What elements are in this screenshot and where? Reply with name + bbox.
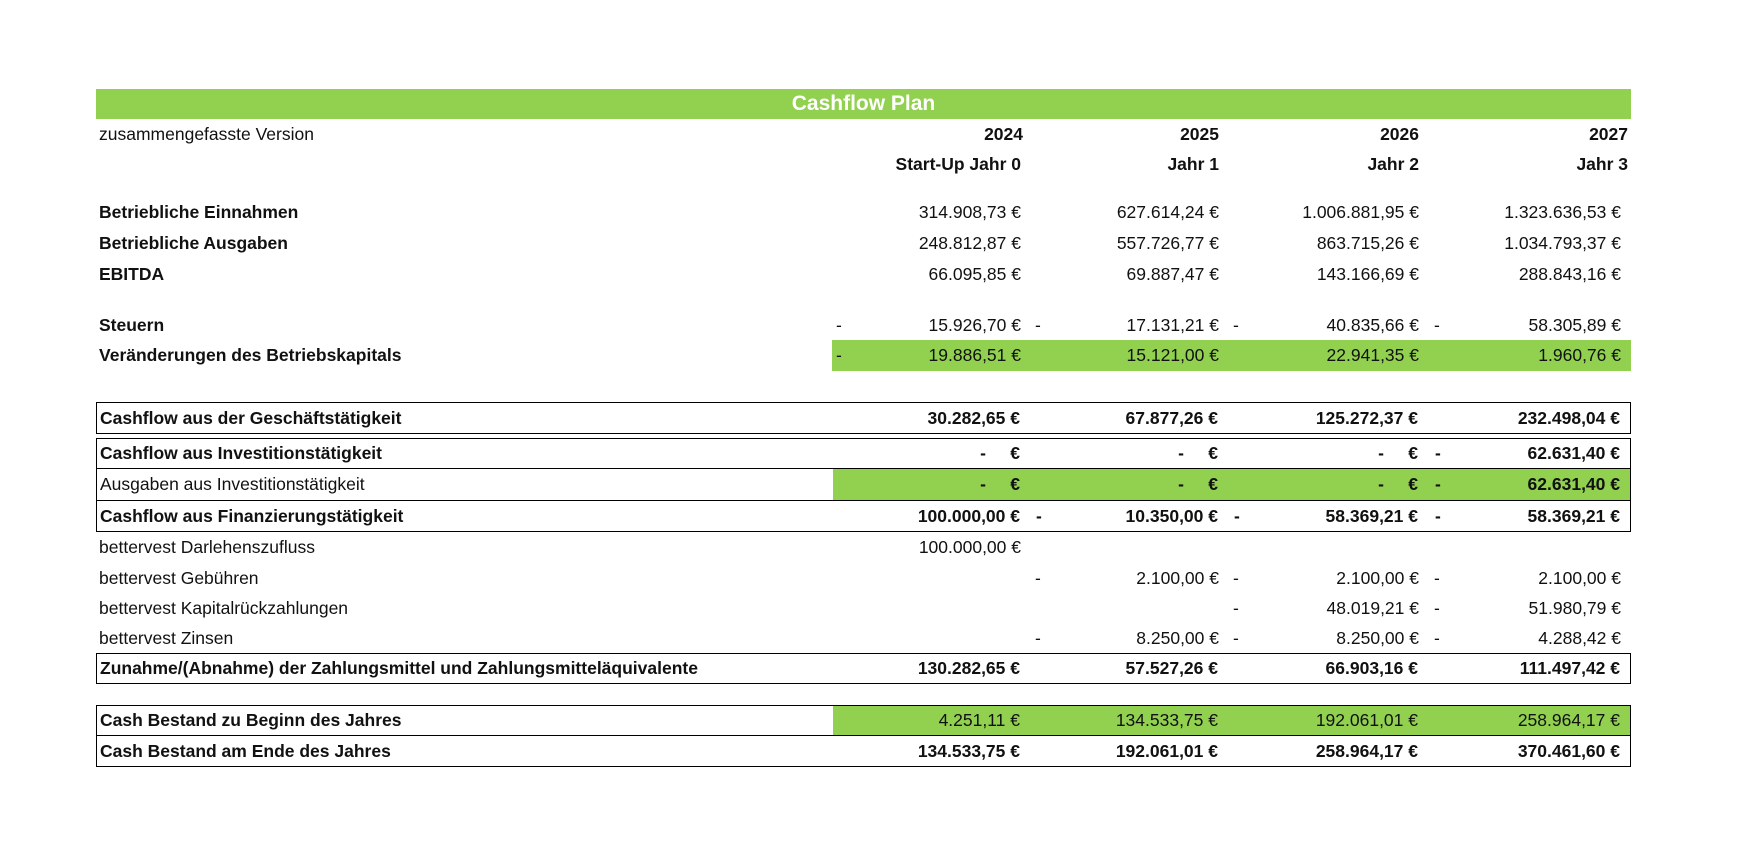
sign-2026: - bbox=[1234, 505, 1240, 526]
value-2026: 863.715,26 € bbox=[1316, 233, 1419, 253]
value-2027: 111.497,42 € bbox=[1519, 658, 1620, 678]
table-row-steuern bbox=[96, 310, 1631, 340]
value-2024: 134.533,75 € bbox=[917, 740, 1020, 761]
cashflow-table bbox=[96, 89, 1631, 767]
phase-0: Start-Up Jahr 0 bbox=[895, 153, 1021, 174]
value-2024: 248.812,87 € bbox=[918, 233, 1021, 253]
table-row-beginn bbox=[96, 705, 1631, 736]
phase-1: Jahr 1 bbox=[1167, 153, 1219, 174]
year-2025: 2025 bbox=[1180, 123, 1219, 144]
value-2027: 288.843,16 € bbox=[1518, 264, 1621, 284]
value-2026: 40.835,66 € bbox=[1326, 314, 1419, 335]
row-label: Zunahme/(Abnahme) der Zahlungsmittel und Zahlungsmitteläquivalente bbox=[100, 658, 698, 678]
sign-2025: - bbox=[1035, 627, 1041, 648]
value-2025: 557.726,77 € bbox=[1116, 233, 1219, 253]
value-2024: 100.000,00 € bbox=[918, 537, 1021, 557]
table-row-einnahmen bbox=[96, 197, 1631, 228]
value-2026: 125.272,37 € bbox=[1315, 407, 1418, 428]
sign-2026: - bbox=[1233, 314, 1239, 335]
table-row-zunahme bbox=[96, 653, 1631, 684]
year-header-row bbox=[96, 119, 1631, 149]
value-2025: 15.121,00 € bbox=[1126, 345, 1219, 365]
value-2027: 62.631,40 € bbox=[1527, 474, 1620, 494]
value-2024: 15.926,70 € bbox=[928, 314, 1021, 335]
year-2024: 2024 bbox=[984, 123, 1023, 144]
sign-2026: - bbox=[1233, 627, 1239, 648]
value-2024: 66.095,85 € bbox=[928, 264, 1021, 284]
value-2024: 4.251,11 € bbox=[938, 710, 1020, 730]
value-2027: 1.034.793,37 € bbox=[1504, 233, 1621, 253]
value-2024: - € bbox=[980, 474, 1020, 494]
table-row-ebitda bbox=[96, 259, 1631, 290]
value-2024: 130.282,65 € bbox=[917, 658, 1020, 678]
phase-2: Jahr 2 bbox=[1367, 153, 1419, 174]
sign-2027: - bbox=[1435, 505, 1441, 526]
sign-2027: - bbox=[1435, 443, 1441, 463]
sign-2024: - bbox=[836, 314, 842, 335]
value-2025: 2.100,00 € bbox=[1136, 567, 1219, 588]
value-2024: 30.282,65 € bbox=[927, 407, 1020, 428]
value-2026: 22.941,35 € bbox=[1326, 345, 1419, 365]
value-2025: - € bbox=[1178, 443, 1218, 463]
value-2027: 58.369,21 € bbox=[1527, 505, 1620, 526]
value-2027: 232.498,04 € bbox=[1517, 407, 1620, 428]
sign-2026: - bbox=[1233, 597, 1239, 618]
table-row-investition bbox=[96, 438, 1631, 469]
row-label: Betriebliche Einnahmen bbox=[99, 202, 299, 222]
sign-2026: - bbox=[1233, 567, 1239, 588]
value-2024: 100.000,00 € bbox=[917, 505, 1020, 526]
value-2024: 314.908,73 € bbox=[918, 202, 1021, 222]
row-label: Veränderungen des Betriebskapitals bbox=[99, 345, 402, 365]
phase-header-row bbox=[96, 149, 1631, 179]
row-label: Cash Bestand am Ende des Jahres bbox=[100, 740, 391, 761]
sign-2027: - bbox=[1434, 314, 1440, 335]
row-label: Betriebliche Ausgaben bbox=[99, 233, 288, 253]
value-2026: 192.061,01 € bbox=[1315, 710, 1418, 730]
year-2026: 2026 bbox=[1380, 123, 1419, 144]
table-title: Cashflow Plan bbox=[96, 89, 1631, 119]
value-2025: 67.877,26 € bbox=[1125, 407, 1218, 428]
table-row-gebuehren bbox=[96, 563, 1631, 593]
value-2027: 370.461,60 € bbox=[1517, 740, 1620, 761]
table-row-ausgaben bbox=[96, 228, 1631, 259]
value-2025: 57.527,26 € bbox=[1125, 658, 1218, 678]
value-2027: 1.323.636,53 € bbox=[1504, 202, 1621, 222]
table-row-rueckzahlung bbox=[96, 593, 1631, 623]
value-2025: 69.887,47 € bbox=[1126, 264, 1219, 284]
table-row-ende bbox=[96, 736, 1631, 767]
row-label: EBITDA bbox=[99, 264, 165, 284]
value-2026: 58.369,21 € bbox=[1325, 505, 1418, 526]
value-2025: - € bbox=[1178, 474, 1218, 494]
value-2026: 258.964,17 € bbox=[1315, 740, 1418, 761]
value-2026: 143.166,69 € bbox=[1316, 264, 1419, 284]
row-label: Cashflow aus Investitionstätigkeit bbox=[100, 443, 382, 463]
sign-2025: - bbox=[1035, 314, 1041, 335]
value-2025: 8.250,00 € bbox=[1136, 627, 1219, 648]
sign-2027: - bbox=[1434, 597, 1440, 618]
value-2025: 10.350,00 € bbox=[1125, 505, 1218, 526]
phase-3: Jahr 3 bbox=[1576, 153, 1628, 174]
year-2027: 2027 bbox=[1589, 123, 1628, 144]
sign-2025: - bbox=[1036, 505, 1042, 526]
value-2027: 258.964,17 € bbox=[1517, 710, 1620, 730]
row-label: Cash Bestand zu Beginn des Jahres bbox=[100, 710, 402, 730]
row-label: bettervest Zinsen bbox=[99, 627, 234, 648]
value-2027: 58.305,89 € bbox=[1528, 314, 1621, 335]
value-2026: - € bbox=[1378, 474, 1418, 494]
value-2026: 2.100,00 € bbox=[1336, 567, 1419, 588]
row-label: bettervest Kapitalrückzahlungen bbox=[99, 597, 349, 618]
value-2026: - € bbox=[1378, 443, 1418, 463]
value-2027: 1.960,76 € bbox=[1538, 345, 1621, 365]
highlight-fill bbox=[833, 469, 1630, 500]
sign-2024: - bbox=[836, 345, 842, 365]
row-label: Ausgaben aus Investitionstätigkeit bbox=[100, 474, 365, 494]
sign-2027: - bbox=[1435, 474, 1441, 494]
value-2027: 51.980,79 € bbox=[1528, 597, 1621, 618]
value-2025: 134.533,75 € bbox=[1115, 710, 1218, 730]
row-label: bettervest Gebühren bbox=[99, 567, 259, 588]
value-2024: 19.886,51 € bbox=[928, 345, 1021, 365]
table-row-darlehen bbox=[96, 532, 1631, 563]
value-2026: 66.903,16 € bbox=[1325, 658, 1418, 678]
row-label: Steuern bbox=[99, 314, 165, 335]
value-2026: 8.250,00 € bbox=[1336, 627, 1419, 648]
value-2027: 2.100,00 € bbox=[1538, 567, 1621, 588]
row-label: bettervest Darlehenszufluss bbox=[99, 537, 315, 557]
table-row-invest-ausgaben bbox=[96, 469, 1631, 500]
value-2025: 627.614,24 € bbox=[1116, 202, 1219, 222]
value-2025: 17.131,21 € bbox=[1126, 314, 1219, 335]
subtitle: zusammengefasste Version bbox=[99, 123, 314, 144]
table-row-betriebskapital bbox=[96, 340, 1631, 371]
value-2024: - € bbox=[980, 443, 1020, 463]
row-label: Cashflow aus der Geschäftstätigkeit bbox=[100, 407, 402, 428]
sign-2027: - bbox=[1434, 627, 1440, 648]
value-2027: 62.631,40 € bbox=[1527, 443, 1620, 463]
sign-2025: - bbox=[1035, 567, 1041, 588]
value-2026: 1.006.881,95 € bbox=[1302, 202, 1419, 222]
table-row-zinsen bbox=[96, 623, 1631, 653]
value-2025: 192.061,01 € bbox=[1115, 740, 1218, 761]
row-label: Cashflow aus Finanzierungstätigkeit bbox=[100, 505, 404, 526]
table-row-geschaeft bbox=[96, 402, 1631, 434]
table-row-finanzierung bbox=[96, 500, 1631, 532]
value-2026: 48.019,21 € bbox=[1326, 597, 1419, 618]
value-2027: 4.288,42 € bbox=[1538, 627, 1621, 648]
sign-2027: - bbox=[1434, 567, 1440, 588]
